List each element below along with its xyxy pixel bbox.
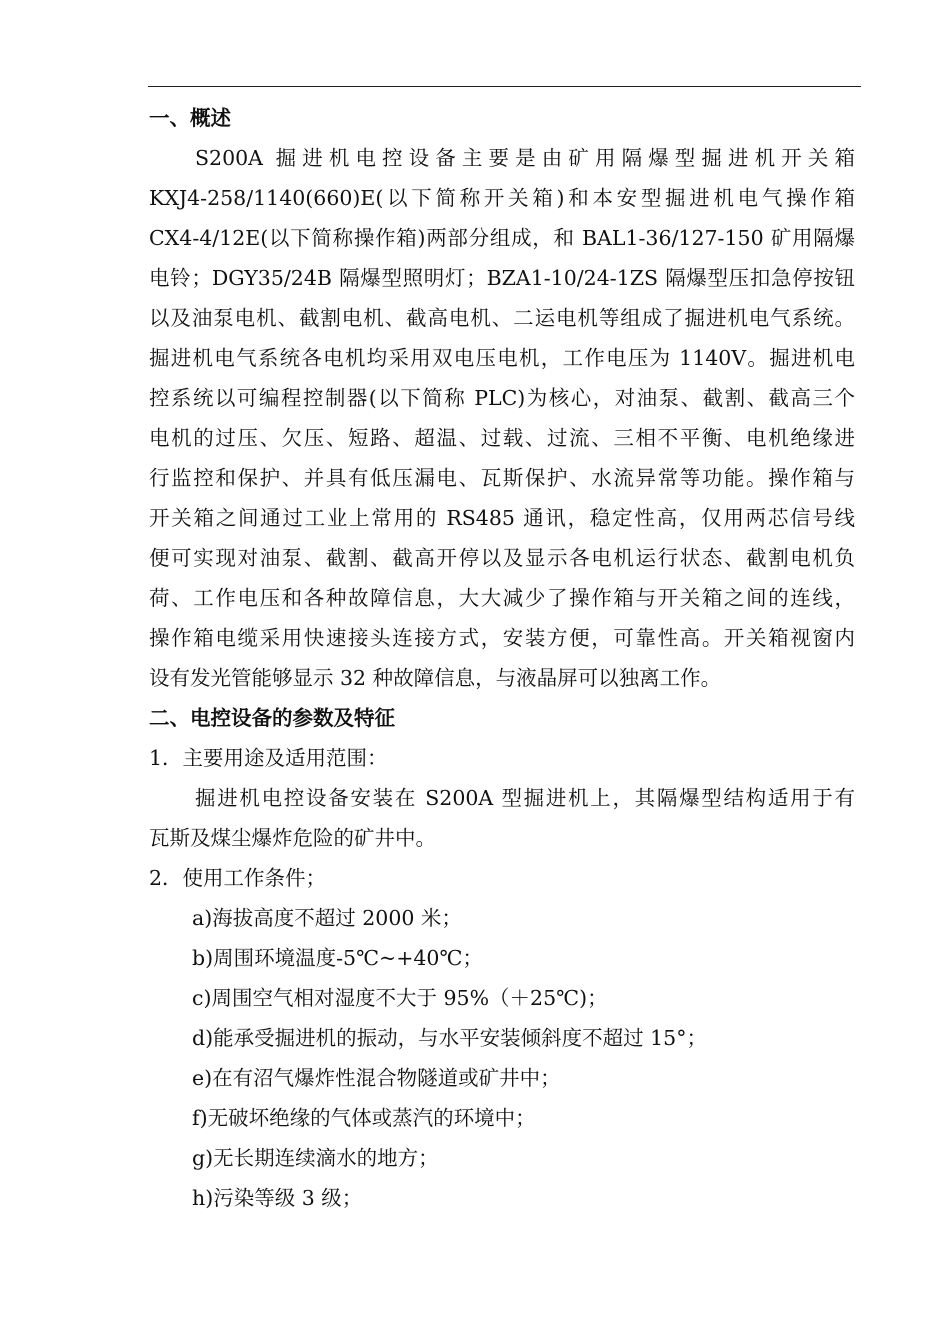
paragraph-line: 开关箱之间通过工业上常用的 RS485 通讯，稳定性高，仅用两芯信号线 xyxy=(149,506,855,530)
conditions-list xyxy=(149,898,855,1218)
paragraph-line: 掘进机电气系统各电机均采用双电压电机，工作电压为 1140V。掘进机电 xyxy=(149,346,855,370)
paragraph-line: KXJ4-258/1140(660)E(以下简称开关箱)和本安型掘进机电气操作箱 xyxy=(149,186,855,210)
paragraph-line: 便可实现对油泵、截割、截高开停以及显示各电机运行状态、截割电机负 xyxy=(149,546,855,570)
paragraph-line: CX4-4/12E(以下简称操作箱)两部分组成，和 BAL1-36/127-150 矿用隔爆 xyxy=(149,226,855,250)
condition-item: h)污染等级 3 级； xyxy=(192,1186,363,1210)
overview-paragraph xyxy=(149,138,855,698)
paragraph-line: 掘进机电控设备安装在 S200A 型掘进机上，其隔爆型结构适用于有 xyxy=(195,786,855,810)
paragraph-line: 以及油泵电机、截割电机、截高电机、二运电机等组成了掘进机电气系统。 xyxy=(149,306,855,330)
item-title-purpose: 1．主要用途及适用范围： xyxy=(149,746,388,770)
condition-item: e)在有沼气爆炸性混合物隧道或矿井中； xyxy=(192,1066,561,1090)
paragraph-line: 控系统以可编程控制器(以下简称 PLC)为核心，对油泵、截割、截高三个 xyxy=(149,386,855,410)
purpose-paragraph xyxy=(149,778,855,858)
paragraph-line: 电铃；DGY35/24B 隔爆型照明灯；BZA1-10/24-1ZS 隔爆型压扣急停按钮 xyxy=(149,266,855,290)
item-title-conditions: 2．使用工作条件； xyxy=(149,866,327,890)
condition-item: f)无破坏绝缘的气体或蒸汽的环境中； xyxy=(192,1106,536,1130)
document-body xyxy=(149,98,855,1218)
paragraph-line: S200A 掘进机电控设备主要是由矿用隔爆型掘进机开关箱 xyxy=(195,146,855,170)
section-heading-parameters: 二、电控设备的参数及特征 xyxy=(149,706,395,730)
paragraph-line: 行监控和保护、并具有低压漏电、瓦斯保护、水流异常等功能。操作箱与 xyxy=(149,466,855,490)
condition-item: d)能承受掘进机的振动，与水平安装倾斜度不超过 15°； xyxy=(192,1026,707,1050)
header-rule xyxy=(148,86,861,87)
paragraph-line: 电机的过压、欠压、短路、超温、过载、过流、三相不平衡、电机绝缘进 xyxy=(149,426,855,450)
paragraph-line: 设有发光管能够显示 32 种故障信息，与液晶屏可以独离工作。 xyxy=(149,666,722,690)
paragraph-line: 操作箱电缆采用快速接头连接方式，安装方便，可靠性高。开关箱视窗内 xyxy=(149,626,855,650)
condition-item: g)无长期连续滴水的地方； xyxy=(192,1146,439,1170)
paragraph-line: 荷、工作电压和各种故障信息，大大减少了操作箱与开关箱之间的连线， xyxy=(149,586,855,610)
section-heading-overview: 一、概述 xyxy=(149,106,231,130)
condition-item: a)海拔高度不超过 2000 米； xyxy=(192,906,462,930)
condition-item: c)周围空气相对湿度不大于 95%（＋25℃)； xyxy=(192,986,608,1010)
condition-item: b)周围环境温度-5℃~+40℃； xyxy=(192,946,483,970)
paragraph-line: 瓦斯及煤尘爆炸危险的矿井中。 xyxy=(149,826,436,850)
